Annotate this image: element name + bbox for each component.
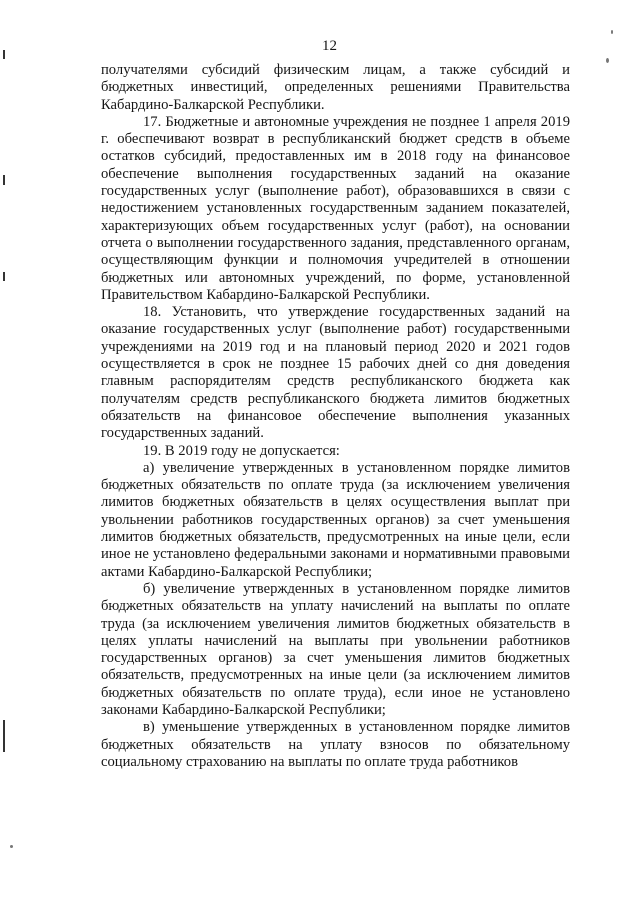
paragraph-17: 17. Бюджетные и автономные учреждения не позднее 1 апреля 2019 г. обеспечивают возврат в республиканский бюджет средств в объеме остатков субсидий, предоставленных им в 2018 году на финансовое обеспечение выполнения государственных заданий на оказание государственных услуг (выполнение работ), образовавшихся в связи с недостижением установленных государственным заданием показателей, характеризующих объем государственных услуг (работ), на основании отчета о выполнении государственного задания, представленного органам, осуществляющим функции и полномочия учредителей в отношении бюджетных или автономных учреждений, по форме, установленной Правительством Кабардино-Балкарской Республики. (101, 113, 570, 303)
scan-speck (10, 845, 13, 848)
scan-speck (606, 58, 609, 63)
document-body (101, 62, 570, 771)
paragraph-19-b: б) увеличение утвержденных в установленном порядке лимитов бюджетных обязательств на уплату начислений на выплаты по оплате труда (за исключением увеличения лимитов бюджетных обязательств в целях уплаты начислений на выплаты при увольнении работников государственных органов) за счет уменьшения лимитов бюджетных обязательств, предусмотренных на иные цели (за исключением лимитов бюджетных обязательств по оплате труда), если иное не установлено законами Кабардино-Балкарской Республики; (101, 580, 570, 718)
paragraph-continuation: получателями субсидий физическим лицам, а также субсидий и бюджетных инвестиций, определенных решениями Правительства Кабардино-Балкарской Республики. (101, 62, 570, 113)
paragraph-19-a: а) увеличение утвержденных в установленном порядке лимитов бюджетных обязательств по оплате труда (за исключением увеличения лимитов бюджетных обязательств в целях осуществления выплат при увольнении работников государственных органов) за счет уменьшения лимитов бюджетных обязательств, предусмотренных на иные цели, если иное не установлено федеральными законами и нормативными правовыми актами Кабардино-Балкарской Республики; (101, 459, 570, 580)
scan-mark (3, 720, 5, 752)
scan-mark (3, 175, 5, 185)
scan-mark (3, 50, 5, 59)
paragraph-19-v: в) уменьшение утвержденных в установленном порядке лимитов бюджетных обязательств на уплату взносов по обязательному социальному страхованию на выплаты по оплате труда работников (101, 719, 570, 770)
page-number: 12 (322, 38, 337, 54)
paragraph-18: 18. Установить, что утверждение государственных заданий на оказание государственных услуг (выполнение работ) государственными учреждениями на 2019 год и на плановый период 2020 и 2021 годов осуществляется в срок не позднее 15 рабочих дней со дня доведения главным распорядителям средств республиканского бюджета как получателям средств республиканского бюджета лимитов бюджетных обязательств на финансовое обеспечение выполнения указанных государственных заданий. (101, 304, 570, 442)
paragraph-19: 19. В 2019 году не допускается: (143, 442, 340, 459)
scan-mark (3, 272, 5, 281)
scan-speck (611, 30, 613, 34)
